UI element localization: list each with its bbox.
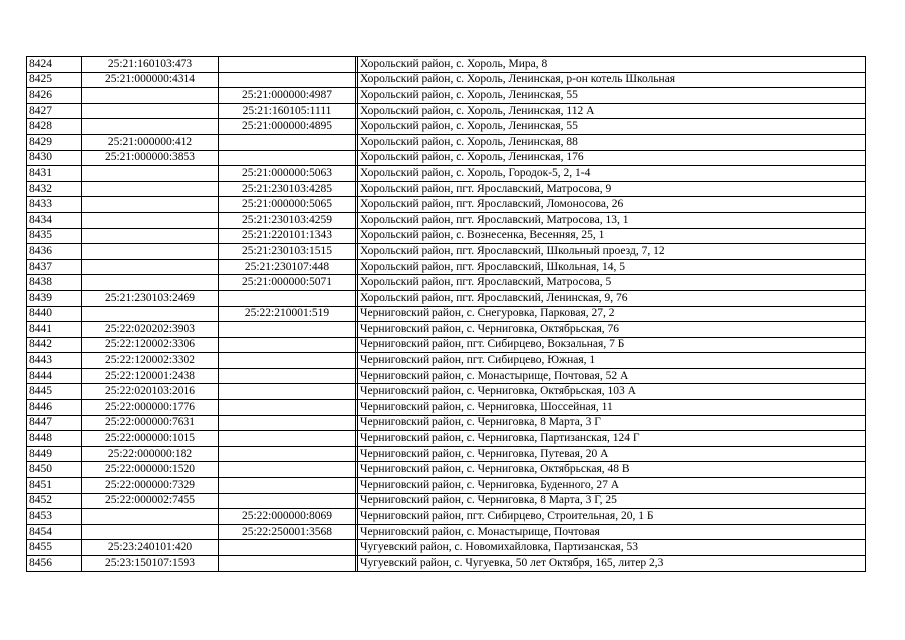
row-number: 8437 [27, 259, 82, 275]
row-number: 8424 [27, 57, 82, 73]
row-number: 8431 [27, 166, 82, 182]
cadastral-number-a: 25:22:000000:7631 [82, 415, 219, 431]
cadastral-number-a [82, 212, 219, 228]
cadastral-number-a [82, 103, 219, 119]
cadastral-number-b: 25:21:000000:4987 [219, 88, 356, 104]
address-cell: Хорольский район, с. Вознесенка, Весенняя, 25, 1 [358, 228, 866, 244]
cadastral-number-b [219, 493, 356, 509]
table-row [27, 446, 866, 462]
cadastral-number-b [219, 353, 356, 369]
row-number: 8441 [27, 322, 82, 338]
row-number: 8432 [27, 181, 82, 197]
row-number: 8442 [27, 337, 82, 353]
cadastral-number-a: 25:22:000000:1776 [82, 400, 219, 416]
row-number: 8427 [27, 103, 82, 119]
row-number: 8455 [27, 540, 82, 556]
cadastral-number-b [219, 57, 356, 73]
address-cell: Черниговский район, пгт. Сибирцево, Вокзальная, 7 Б [358, 337, 866, 353]
table-row [27, 415, 866, 431]
address-cell: Черниговский район, с. Черниговка, Партизанская, 124 Г [358, 431, 866, 447]
row-number: 8440 [27, 306, 82, 322]
address-cell: Черниговский район, с. Черниговка, Октябрьская, 103 А [358, 384, 866, 400]
table-row [27, 353, 866, 369]
address-cell: Хорольский район, с. Хороль, Ленинская, 55 [358, 88, 866, 104]
row-number: 8438 [27, 275, 82, 291]
cadastral-number-b: 25:21:000000:5065 [219, 197, 356, 213]
table-row [27, 322, 866, 338]
address-cell: Хорольский район, пгт. Ярославский, Школьный проезд, 7, 12 [358, 244, 866, 260]
cadastral-number-b [219, 400, 356, 416]
row-number: 8429 [27, 134, 82, 150]
table-row [27, 72, 866, 88]
table-row [27, 181, 866, 197]
address-cell: Чугуевский район, с. Новомихайловка, Партизанская, 53 [358, 540, 866, 556]
table-row [27, 119, 866, 135]
cadastral-number-b [219, 446, 356, 462]
cadastral-number-a: 25:21:000000:3853 [82, 150, 219, 166]
cadastral-number-a: 25:21:160103:473 [82, 57, 219, 73]
row-number: 8452 [27, 493, 82, 509]
cadastral-number-b [219, 384, 356, 400]
cadastral-number-b [219, 368, 356, 384]
table-row [27, 259, 866, 275]
address-cell: Хорольский район, с. Хороль, Ленинская, р-он котель Школьная [358, 72, 866, 88]
row-number: 8456 [27, 556, 82, 572]
cadastral-number-a: 25:21:000000:4314 [82, 72, 219, 88]
table-row [27, 478, 866, 494]
table-row [27, 540, 866, 556]
table-row [27, 306, 866, 322]
address-cell: Хорольский район, пгт. Ярославский, Ленинская, 9, 76 [358, 290, 866, 306]
address-cell: Черниговский район, с. Черниговка, 8 Марта, 3 Г, 25 [358, 493, 866, 509]
cadastral-number-a [82, 88, 219, 104]
table-row [27, 462, 866, 478]
cadastral-number-b [219, 322, 356, 338]
cadastral-number-b: 25:21:230103:4259 [219, 212, 356, 228]
cadastral-number-b [219, 72, 356, 88]
cadastral-number-b: 25:22:250001:3568 [219, 524, 356, 540]
cadastral-number-b: 25:21:000000:4895 [219, 119, 356, 135]
cadastral-number-b: 25:21:230103:1515 [219, 244, 356, 260]
row-number: 8451 [27, 478, 82, 494]
table-row [27, 197, 866, 213]
cadastral-number-a [82, 509, 219, 525]
row-number: 8435 [27, 228, 82, 244]
address-cell: Хорольский район, пгт. Ярославский, Матросова, 9 [358, 181, 866, 197]
cadastral-number-a: 25:22:120002:3306 [82, 337, 219, 353]
address-cell: Хорольский район, с. Хороль, Ленинская, 176 [358, 150, 866, 166]
address-cell: Черниговский район, с. Монастырище, Почтовая [358, 524, 866, 540]
cadastral-number-a [82, 181, 219, 197]
row-number: 8448 [27, 431, 82, 447]
address-cell: Черниговский район, с. Черниговка, Буденного, 27 А [358, 478, 866, 494]
cadastral-number-b [219, 290, 356, 306]
table-row [27, 337, 866, 353]
row-number: 8434 [27, 212, 82, 228]
address-cell: Черниговский район, с. Монастырище, Почтовая, 52 А [358, 368, 866, 384]
table-row [27, 150, 866, 166]
cadastral-number-b [219, 478, 356, 494]
cadastral-number-a: 25:22:000000:182 [82, 446, 219, 462]
cadastral-number-b [219, 415, 356, 431]
row-number: 8426 [27, 88, 82, 104]
address-cell: Черниговский район, с. Черниговка, 8 Марта, 3 Г [358, 415, 866, 431]
cadastral-number-a [82, 524, 219, 540]
cadastral-number-a: 25:22:120002:3302 [82, 353, 219, 369]
table-row [27, 275, 866, 291]
cadastral-number-a: 25:22:020202:3903 [82, 322, 219, 338]
cadastral-number-a: 25:22:020103:2016 [82, 384, 219, 400]
address-cell: Чугуевский район, с. Чугуевка, 50 лет Октября, 165, литер 2,3 [358, 556, 866, 572]
address-cell: Черниговский район, с. Снегуровка, Парковая, 27, 2 [358, 306, 866, 322]
cadastral-number-a: 25:21:230103:2469 [82, 290, 219, 306]
cadastral-number-a: 25:23:150107:1593 [82, 556, 219, 572]
table-row [27, 384, 866, 400]
address-cell: Черниговский район, пгт. Сибирцево, Строительная, 20, 1 Б [358, 509, 866, 525]
cadastral-number-b: 25:21:160105:1111 [219, 103, 356, 119]
row-number: 8447 [27, 415, 82, 431]
row-number: 8439 [27, 290, 82, 306]
property-register-table [26, 56, 866, 572]
row-number: 8433 [27, 197, 82, 213]
row-number: 8436 [27, 244, 82, 260]
cadastral-number-a: 25:22:000000:7329 [82, 478, 219, 494]
address-cell: Хорольский район, пгт. Ярославский, Матросова, 5 [358, 275, 866, 291]
cadastral-number-b [219, 556, 356, 572]
cadastral-number-a [82, 244, 219, 260]
table-row [27, 103, 866, 119]
cadastral-number-b: 25:21:230107:448 [219, 259, 356, 275]
cadastral-number-a [82, 166, 219, 182]
cadastral-number-b: 25:21:220101:1343 [219, 228, 356, 244]
table-row [27, 524, 866, 540]
cadastral-number-b [219, 462, 356, 478]
table-row [27, 509, 866, 525]
cadastral-number-b [219, 150, 356, 166]
cadastral-number-b [219, 540, 356, 556]
address-cell: Хорольский район, с. Хороль, Ленинская, 88 [358, 134, 866, 150]
cadastral-number-b: 25:22:210001:519 [219, 306, 356, 322]
address-cell: Черниговский район, с. Черниговка, Октябрьская, 76 [358, 322, 866, 338]
table-row [27, 290, 866, 306]
address-cell: Хорольский район, с. Хороль, Городок-5, 2, 1-4 [358, 166, 866, 182]
table-row [27, 493, 866, 509]
table-row [27, 212, 866, 228]
address-cell: Хорольский район, с. Хороль, Ленинская, 55 [358, 119, 866, 135]
address-cell: Черниговский район, с. Черниговка, Октябрьская, 48 В [358, 462, 866, 478]
row-number: 8446 [27, 400, 82, 416]
cadastral-number-a [82, 259, 219, 275]
cadastral-number-b: 25:22:000000:8069 [219, 509, 356, 525]
cadastral-number-b: 25:21:000000:5063 [219, 166, 356, 182]
table-row [27, 88, 866, 104]
table-row [27, 431, 866, 447]
cadastral-number-b: 25:21:230103:4285 [219, 181, 356, 197]
row-number: 8444 [27, 368, 82, 384]
address-cell: Хорольский район, пгт. Ярославский, Матросова, 13, 1 [358, 212, 866, 228]
cadastral-number-b [219, 431, 356, 447]
address-cell: Хорольский район, с. Хороль, Мира, 8 [358, 57, 866, 73]
address-cell: Хорольский район, пгт. Ярославский, Ломоносова, 26 [358, 197, 866, 213]
row-number: 8450 [27, 462, 82, 478]
cadastral-number-b [219, 337, 356, 353]
row-number: 8430 [27, 150, 82, 166]
row-number: 8425 [27, 72, 82, 88]
cadastral-number-a: 25:22:000000:1520 [82, 462, 219, 478]
table-row [27, 57, 866, 73]
table-row [27, 400, 866, 416]
table-row [27, 228, 866, 244]
cadastral-number-a [82, 119, 219, 135]
table-row [27, 166, 866, 182]
cadastral-number-a: 25:21:000000:412 [82, 134, 219, 150]
address-cell: Черниговский район, пгт. Сибирцево, Южная, 1 [358, 353, 866, 369]
table-row [27, 244, 866, 260]
cadastral-number-a [82, 228, 219, 244]
row-number: 8445 [27, 384, 82, 400]
cadastral-number-a: 25:22:120001:2438 [82, 368, 219, 384]
cadastral-number-a [82, 306, 219, 322]
cadastral-number-b [219, 134, 356, 150]
address-cell: Хорольский район, пгт. Ярославский, Школьная, 14, 5 [358, 259, 866, 275]
cadastral-number-a: 25:23:240101:420 [82, 540, 219, 556]
table-row [27, 368, 866, 384]
address-cell: Черниговский район, с. Черниговка, Шоссейная, 11 [358, 400, 866, 416]
cadastral-number-a: 25:22:000002:7455 [82, 493, 219, 509]
row-number: 8453 [27, 509, 82, 525]
cadastral-number-a: 25:22:000000:1015 [82, 431, 219, 447]
address-cell: Хорольский район, с. Хороль, Ленинская, 112 А [358, 103, 866, 119]
table-row [27, 556, 866, 572]
row-number: 8443 [27, 353, 82, 369]
cadastral-number-a [82, 197, 219, 213]
address-cell: Черниговский район, с. Черниговка, Путевая, 20 А [358, 446, 866, 462]
table-body [27, 57, 866, 572]
row-number: 8428 [27, 119, 82, 135]
cadastral-number-a [82, 275, 219, 291]
table-row [27, 134, 866, 150]
row-number: 8449 [27, 446, 82, 462]
cadastral-number-b: 25:21:000000:5071 [219, 275, 356, 291]
row-number: 8454 [27, 524, 82, 540]
